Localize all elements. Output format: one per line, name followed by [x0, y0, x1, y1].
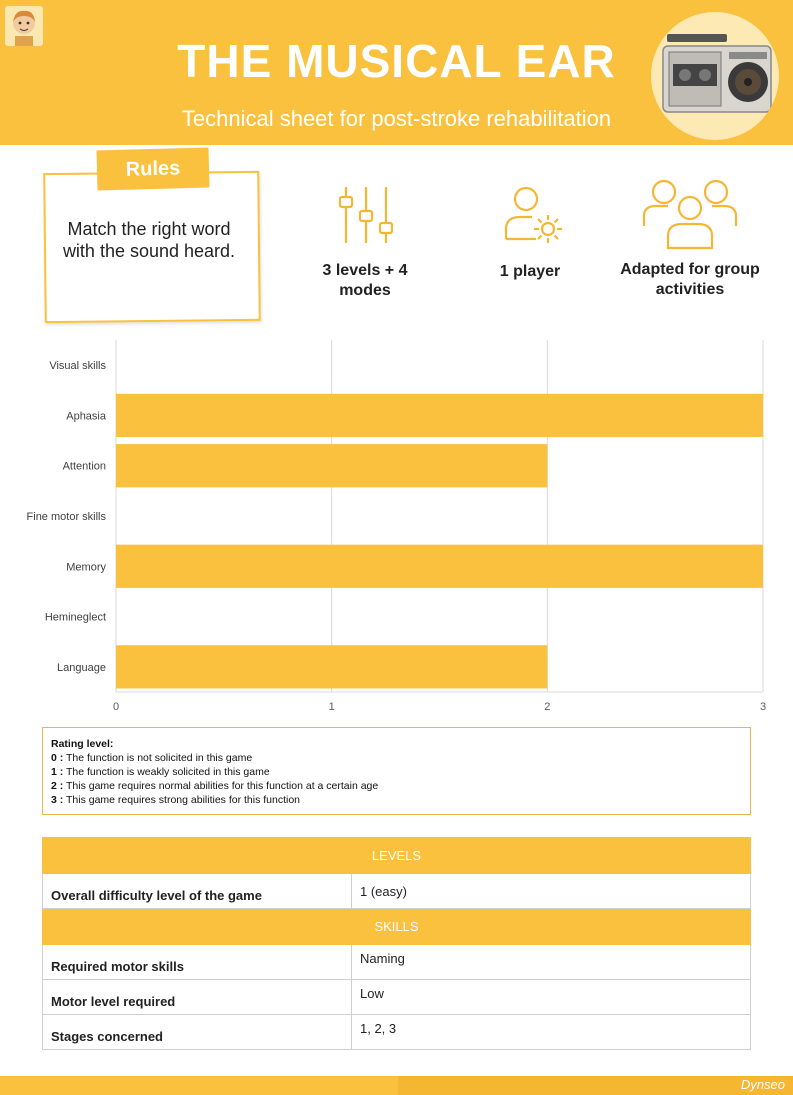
category-label: Attention: [62, 460, 106, 473]
category-label: Aphasia: [66, 410, 106, 423]
skills-bar-chart: [0, 335, 793, 720]
x-tick-label: 2: [544, 701, 551, 713]
category-label: Memory: [66, 561, 106, 574]
group-icon: [642, 178, 738, 255]
footer-bar-right: [398, 1076, 793, 1095]
table-row: [43, 1015, 751, 1050]
page-subtitle: Technical sheet for post-stroke rehabilitation: [181, 106, 612, 131]
page-title: THE MUSICAL EAR: [177, 35, 616, 87]
feature-players-label: 1 player: [499, 263, 561, 280]
rules-text: Match the right word with the sound heard.: [62, 219, 236, 261]
levels-header: LEVELS: [43, 838, 751, 874]
row-label: Motor level required: [43, 980, 352, 1015]
row-label: Required motor skills: [43, 945, 352, 980]
row-value: Naming: [352, 945, 751, 980]
difficulty-label: Overall difficulty level of the game: [43, 874, 352, 909]
feature-levels-label: 3 levels + 4 modes: [322, 262, 408, 299]
brand-logo: Dynseo: [740, 1077, 785, 1092]
rating-heading: Rating level:: [51, 738, 114, 750]
rating-legend: [42, 727, 751, 815]
table-row: [43, 874, 751, 909]
bar-language: [116, 645, 547, 688]
difficulty-value: 1 (easy): [352, 874, 751, 909]
rating-item: 1 : The function is weakly solicited in this game: [51, 766, 270, 778]
category-label: Visual skills: [49, 360, 106, 373]
user-gear-icon: [500, 183, 566, 252]
row-value: 1, 2, 3: [352, 1015, 751, 1050]
x-tick-label: 3: [759, 701, 767, 713]
header-banner: [0, 0, 793, 145]
rating-item: 0 : The function is not solicited in this game: [51, 752, 253, 764]
row-value: Low: [352, 980, 751, 1015]
rating-item: 3 : This game requires strong abilities for this function: [51, 794, 301, 806]
feature-group-label: Adapted for group activities: [620, 261, 760, 298]
bar-attention: [116, 444, 547, 487]
category-label: Language: [57, 661, 106, 674]
table-row: [43, 980, 751, 1015]
sliders-icon: [334, 183, 398, 252]
levels-skills-table: [42, 837, 751, 1050]
category-label: Hemineglect: [44, 611, 106, 624]
footer-bar: [0, 1076, 793, 1095]
category-label: Fine motor skills: [26, 511, 106, 523]
boombox-image: [651, 12, 779, 140]
bar-aphasia: [116, 394, 763, 437]
rating-item: 2 : This game requires normal abilities for this function at a certain age: [51, 780, 379, 792]
x-tick-label: 1: [328, 701, 335, 713]
skills-header: SKILLS: [43, 909, 751, 945]
row-label: Stages concerned: [43, 1015, 352, 1050]
rules-tab: Rules: [96, 148, 209, 191]
bar-memory: [116, 545, 763, 588]
table-row: [43, 945, 751, 980]
x-tick-label: 0: [112, 701, 120, 713]
